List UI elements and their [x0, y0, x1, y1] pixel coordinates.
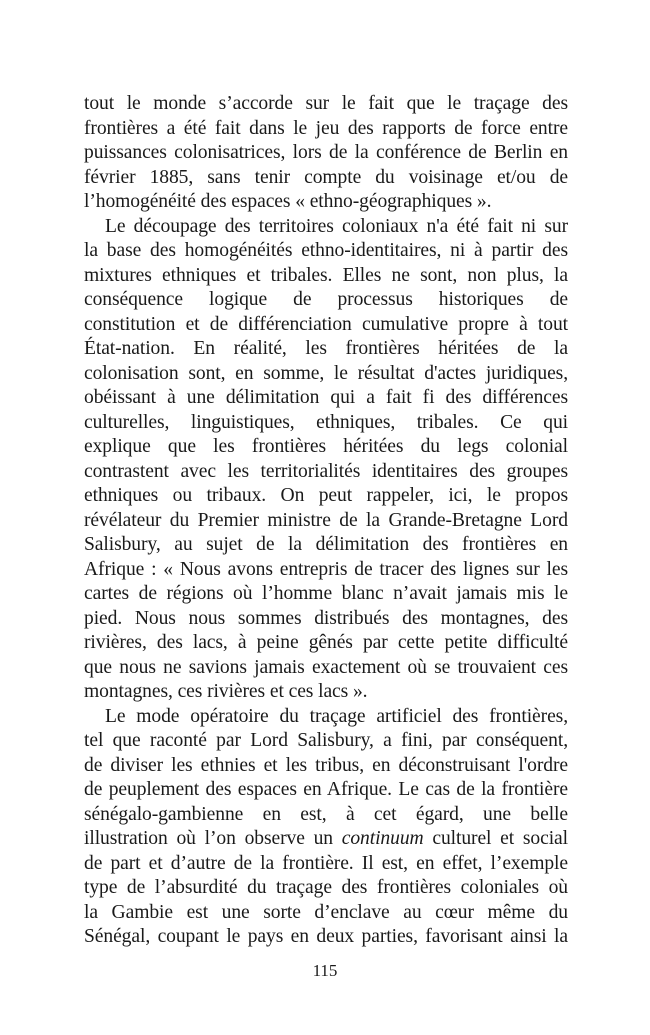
text-line: que nous ne savions jamais exactement où se trouvaient ces — [84, 656, 568, 678]
text-line: mixtures ethniques et tribales. Elles ne sont, non plus, la — [84, 264, 568, 286]
text-line: sénégalo-gambienne en est, à cet égard, une belle — [84, 803, 568, 825]
text-line: février 1885, sans tenir compte du voisinage et/ou de — [84, 166, 568, 188]
text-line: l’homogénéité des espaces « ethno-géographiques ». — [84, 191, 492, 212]
text-line: révélateur du Premier ministre de la Grande-Bretagne Lord — [84, 509, 568, 531]
text-line: montagnes, ces rivières et ces lacs ». — [84, 681, 368, 702]
text-line: de part et d’autre de la frontière. Il est, en effet, l’exemple — [84, 852, 568, 874]
page-number: 115 — [312, 961, 338, 980]
text-line: de peuplement des espaces en Afrique. Le cas de la frontière — [84, 779, 568, 800]
text-line: Le découpage des territoires coloniaux n'a été fait ni sur — [105, 215, 568, 237]
body-text — [84, 92, 568, 950]
text-line: conséquence logique de processus historiques de — [84, 289, 568, 310]
text-line: la base des homogénéités ethno-identitaires, ni à partir des — [84, 240, 568, 261]
text-line: Sénégal, coupant le pays en deux parties, favorisant ainsi la — [84, 926, 568, 947]
text-line: de diviser les ethnies et les tribus, en déconstruisant l'ordre — [84, 754, 568, 776]
text-line: contrastent avec les territorialités identitaires des groupes — [84, 460, 568, 482]
text-line: pied. Nous nous sommes distribués des montagnes, des — [84, 607, 568, 629]
text-line: colonisation sont, en somme, le résultat d'actes juridiques, — [84, 362, 568, 384]
text-line: Le mode opératoire du traçage artificiel des frontières, — [105, 705, 568, 727]
text-line: ethniques ou tribaux. On peut rappeler, ici, le propos — [84, 485, 568, 506]
text-line: cartes de régions où l’homme blanc n’avait jamais mis le — [84, 583, 568, 604]
text-line: tel que raconté par Lord Salisbury, a fini, par conséquent, — [84, 730, 568, 751]
text-line: État-nation. En réalité, les frontières héritées de la — [84, 338, 568, 359]
text-line: rivières, des lacs, à peine gênés par cette petite difficulté — [84, 632, 568, 653]
text-line: frontières a été fait dans le jeu des rapports de force entre — [84, 117, 568, 139]
text-line: la Gambie est une sorte d’enclave au cœur même du — [84, 901, 568, 923]
text-line: constitution et de différenciation cumulative propre à tout — [84, 313, 568, 335]
text-line: illustration où l’on observe un continuum culturel et social — [84, 828, 568, 849]
text-line: culturelles, linguistiques, ethniques, tribales. Ce qui — [84, 411, 568, 433]
text-line: tout le monde s’accorde sur le fait que le traçage des — [84, 93, 568, 114]
text-line: obéissant à une délimitation qui a fait fi des différences — [84, 387, 568, 408]
text-line: puissances colonisatrices, lors de la conférence de Berlin en — [84, 142, 568, 163]
text-line: type de l’absurdité du traçage des frontières coloniales où — [84, 877, 568, 898]
emphasis-word: continuum — [341, 828, 424, 849]
text-line: Afrique : « Nous avons entrepris de tracer des lignes sur les — [84, 558, 568, 580]
text-line: Salisbury, au sujet de la délimitation des frontières en — [84, 534, 568, 555]
text-line: explique que les frontières héritées du legs colonial — [84, 436, 568, 457]
